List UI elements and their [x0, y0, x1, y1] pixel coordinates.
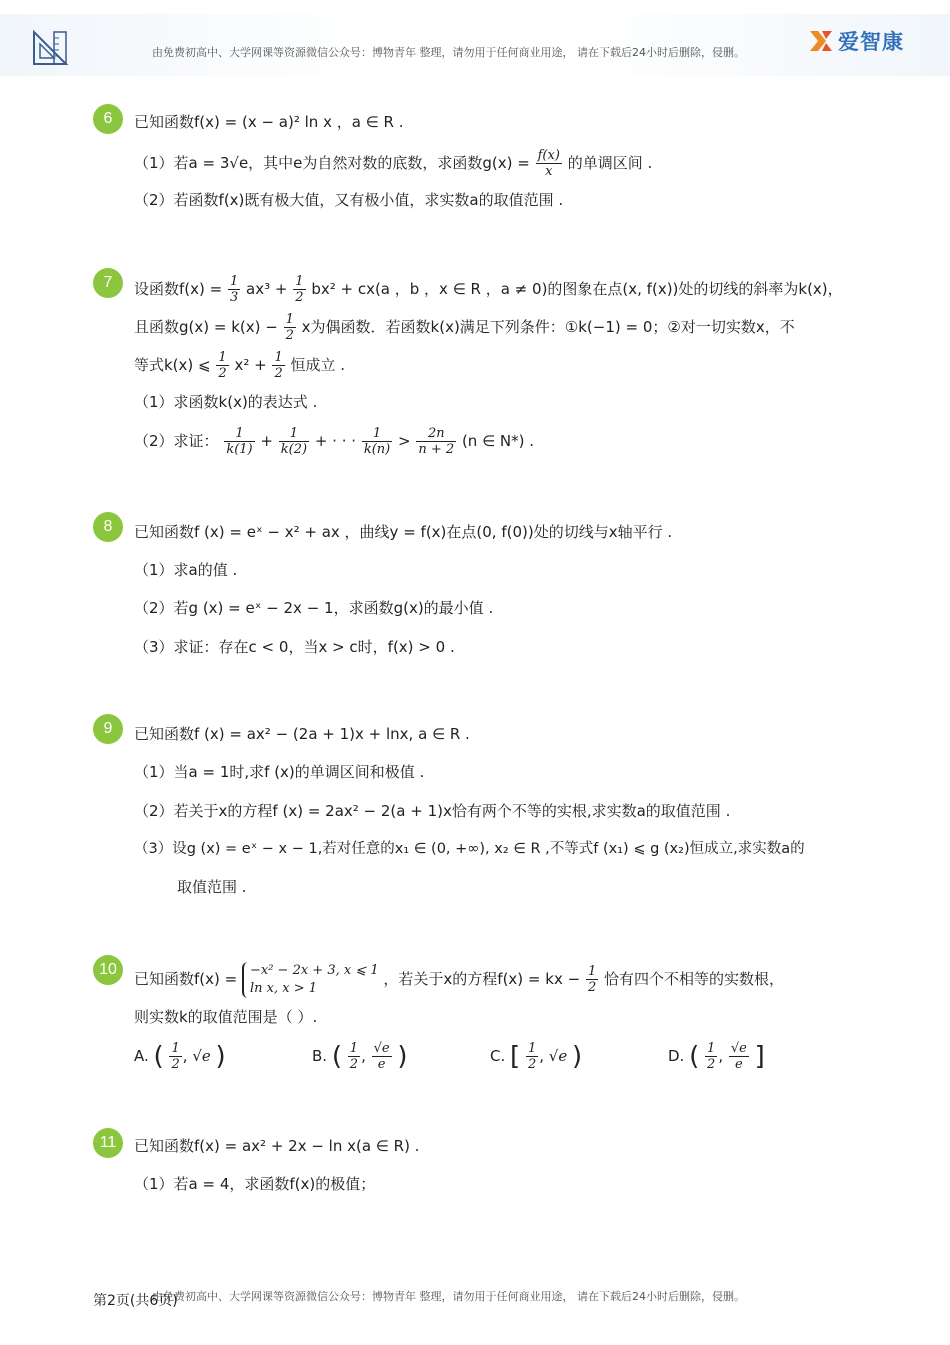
- option-frac: [526, 1041, 538, 1072]
- q7-line3: [134, 350, 345, 381]
- q11-stem: 已知函数f(x) = ax² + 2x − ln x(a ∈ R) .: [134, 1137, 420, 1155]
- frac-den: k(2): [280, 442, 308, 457]
- q7-frac-one-half: [216, 350, 228, 381]
- q6-part1-text-b: 的单调区间 .: [567, 154, 653, 172]
- q10-piecewise: [242, 962, 379, 998]
- frac-den: 2: [274, 366, 283, 381]
- frac-den: e: [377, 1057, 386, 1072]
- q9-part3: （3）设g (x) = eˣ − x − 1,若对任意的x₁ ∈ (0, +∞), x₂ ∈ R ,不等式f (x₁) ⩽ g (x₂)恒成立,求实数a的: [134, 841, 805, 857]
- q10-l1-a: 已知函数f(x) =: [134, 970, 238, 988]
- option-left-bracket: (: [689, 1041, 700, 1072]
- option-right-bracket: ): [215, 1041, 226, 1072]
- q10-case1: −x² − 2x + 3, x ⩽ 1: [249, 962, 379, 978]
- frac-num: 1: [279, 426, 309, 442]
- q8-part1: （1）求a的值 .: [134, 561, 238, 579]
- frac-den: k(n): [363, 442, 391, 457]
- gt-sign: >: [398, 432, 411, 450]
- q6-frac-den: x: [545, 164, 553, 179]
- option-label: D.: [668, 1047, 685, 1065]
- q7-frac-one-third: [228, 274, 240, 305]
- header-notice: 由免费初高中、大学网课等资源微信公众号：博物青年 整理，请勿用于任何商业用途， 请在下载后24小时后删除，侵删。: [152, 46, 745, 59]
- option-right-bracket: ]: [754, 1041, 765, 1072]
- brand-name: 爱智康: [838, 30, 904, 54]
- q7-frac-kn: [362, 426, 392, 457]
- brand-logo: [808, 26, 904, 56]
- frac-num: 1: [171, 1041, 180, 1056]
- option-frac-sqrt: [372, 1041, 392, 1072]
- option-frac-sqrt: [729, 1041, 749, 1072]
- q7-l2-b: x为偶函数．若函数k(x)满足下列条件：①k(−1) = 0；②对一切实数x，不: [301, 318, 795, 336]
- q10-l1-b: ，若关于x的方程f(x) = kx −: [383, 970, 581, 988]
- q7-l1-b: ax³ +: [246, 280, 288, 298]
- option-frac: [169, 1041, 181, 1072]
- q10-line1: [134, 959, 784, 999]
- dots-sign: + · · ·: [314, 432, 357, 450]
- q7-frac-k1: [224, 426, 254, 457]
- q7-l1-c: bx² + cx(a ，b ，x ∈ R ，a ≠ 0)的图象在点(x, f(x))处的切线的斜率为k(x)，: [311, 280, 843, 298]
- frac-num: 1: [218, 350, 227, 365]
- question-number-badge: 8: [93, 512, 123, 542]
- q10-line2: 则实数k的取值范围是（ ）.: [134, 1008, 318, 1026]
- frac-den: 2: [587, 980, 597, 995]
- q8-part3: （3）求证：存在c < 0，当x > c时，f(x) > 0 .: [134, 638, 455, 656]
- option-label: A.: [134, 1047, 149, 1065]
- option-sqrt-e: √e: [548, 1047, 568, 1065]
- frac-num: 1: [707, 1041, 716, 1056]
- q6-stem: 已知函数f(x) = (x − a)² ln x ，a ∈ R .: [134, 113, 404, 131]
- question-number-badge: 9: [93, 714, 123, 744]
- frac-num: 1: [285, 312, 294, 327]
- q7-frac-one-half: [284, 312, 296, 343]
- q7-line1: [134, 274, 843, 305]
- q7-l3-a: 等式k(x) ⩽: [134, 356, 211, 374]
- q7-p2-b: (n ∈ N*) .: [461, 432, 535, 450]
- q6-part1-text-a: （1）若a = 3√e，其中e为自然对数的底数，求函数g(x) =: [134, 154, 530, 172]
- q7-l3-b: x² +: [234, 356, 267, 374]
- q7-part1: （1）求函数k(x)的表达式 .: [134, 393, 318, 411]
- q10-option-c[interactable]: C. [ $\frac{1}{2}$ , √e ): [490, 1041, 583, 1072]
- frac-num: 1: [362, 426, 392, 442]
- q6-part1: [134, 148, 652, 179]
- brand-k-icon: [808, 28, 834, 54]
- option-frac: [348, 1041, 360, 1072]
- frac-den: n + 2: [418, 442, 455, 457]
- question-number-badge: 11: [93, 1128, 123, 1158]
- q10-option-d[interactable]: D. ( $\frac{1}{2}$ , $\frac{√e}{e}$ ]: [668, 1041, 765, 1072]
- frac-den: 2: [527, 1057, 537, 1072]
- q7-frac-one-half: [272, 350, 284, 381]
- q8-part2: （2）若g (x) = eˣ − 2x − 1，求函数g(x)的最小值 .: [134, 599, 494, 617]
- frac-num: 2n: [416, 426, 456, 442]
- q10-option-b[interactable]: B. ( $\frac{1}{2}$ , $\frac{√e}{e}$ ): [312, 1041, 408, 1072]
- frac-den: e: [735, 1057, 743, 1072]
- frac-den: k(1): [226, 442, 253, 457]
- q6-frac-num: f(x): [537, 148, 560, 163]
- q7-frac-one-half: [293, 274, 305, 305]
- frac-den: 2: [285, 328, 294, 343]
- q9-part1: （1）当a = 1时,求f (x)的单调区间和极值 .: [134, 763, 425, 781]
- q7-p2-a: （2）求证：: [134, 432, 219, 450]
- q8-stem: 已知函数f (x) = eˣ − x² + ax ，曲线y = f(x)在点(0, f(0))处的切线与x轴平行 .: [134, 523, 673, 541]
- q10-option-a[interactable]: A. ( $\frac{1}{2}$ , √e ): [134, 1041, 226, 1072]
- frac-den: 2: [349, 1057, 359, 1072]
- q10-l1-c: 恰有四个不相等的实数根，: [604, 970, 785, 988]
- q9-stem: 已知函数f (x) = ax² − (2a + 1)x + lnx, a ∈ R .: [134, 725, 470, 743]
- q6-fraction: [536, 148, 562, 179]
- q7-frac-rhs: [416, 426, 456, 457]
- frac-num: 1: [229, 274, 239, 289]
- frac-den: 2: [218, 366, 227, 381]
- option-sqrt-e: √e: [192, 1047, 211, 1065]
- frac-num: 1: [295, 274, 304, 289]
- footer-notice: 由免费初高中、大学网课等资源微信公众号：博物青年 整理，请勿用于任何商业用途， 请在下载后24小时后删除，侵删。: [152, 1290, 745, 1303]
- q7-frac-k2: [279, 426, 309, 457]
- q9-part3-cont: 取值范围 .: [177, 878, 247, 896]
- option-right-bracket: ): [572, 1041, 583, 1072]
- option-label: C.: [490, 1047, 506, 1065]
- q7-part2: [134, 426, 534, 457]
- option-left-bracket: (: [153, 1041, 164, 1072]
- question-number-badge: 7: [93, 268, 123, 298]
- ruler-triangle-logo-icon: [30, 28, 70, 68]
- frac-den: 3: [229, 290, 239, 305]
- option-left-bracket: [: [510, 1041, 521, 1072]
- q7-line2: [134, 312, 795, 343]
- frac-num: √e: [373, 1041, 390, 1056]
- frac-den: 2: [707, 1057, 716, 1072]
- option-label: B.: [312, 1047, 328, 1065]
- frac-num: 1: [527, 1041, 537, 1056]
- frac-num: √e: [730, 1041, 747, 1056]
- q7-l2-a: 且函数g(x) = k(x) −: [134, 318, 278, 336]
- option-right-bracket: ): [397, 1041, 408, 1072]
- option-frac: [705, 1041, 717, 1072]
- plus-sign: +: [260, 432, 273, 450]
- frac-den: 2: [295, 290, 304, 305]
- page-number: 第2页(共6页): [93, 1293, 178, 1309]
- option-left-bracket: (: [331, 1041, 342, 1072]
- frac-den: 2: [171, 1057, 180, 1072]
- frac-num: 1: [349, 1041, 359, 1056]
- q11-part1: （1）若a = 4，求函数f(x)的极值；: [134, 1175, 376, 1193]
- q7-l1-a: 设函数f(x) =: [134, 280, 223, 298]
- q7-l3-c: 恒成立 .: [290, 356, 346, 374]
- q6-part2: （2）若函数f(x)既有极大值，又有极小值，求实数a的取值范围 .: [134, 191, 564, 209]
- q10-frac-one-half: [586, 964, 598, 995]
- q10-case2: ln x, x > 1: [249, 980, 318, 996]
- frac-num: 1: [274, 350, 283, 365]
- frac-num: 1: [587, 964, 597, 979]
- frac-num: 1: [224, 426, 254, 442]
- q9-part2: （2）若关于x的方程f (x) = 2ax² − 2(a + 1)x恰有两个不等的实根,求实数a的取值范围 .: [134, 802, 731, 820]
- question-number-badge: 6: [93, 104, 123, 134]
- question-number-badge: 10: [93, 955, 123, 985]
